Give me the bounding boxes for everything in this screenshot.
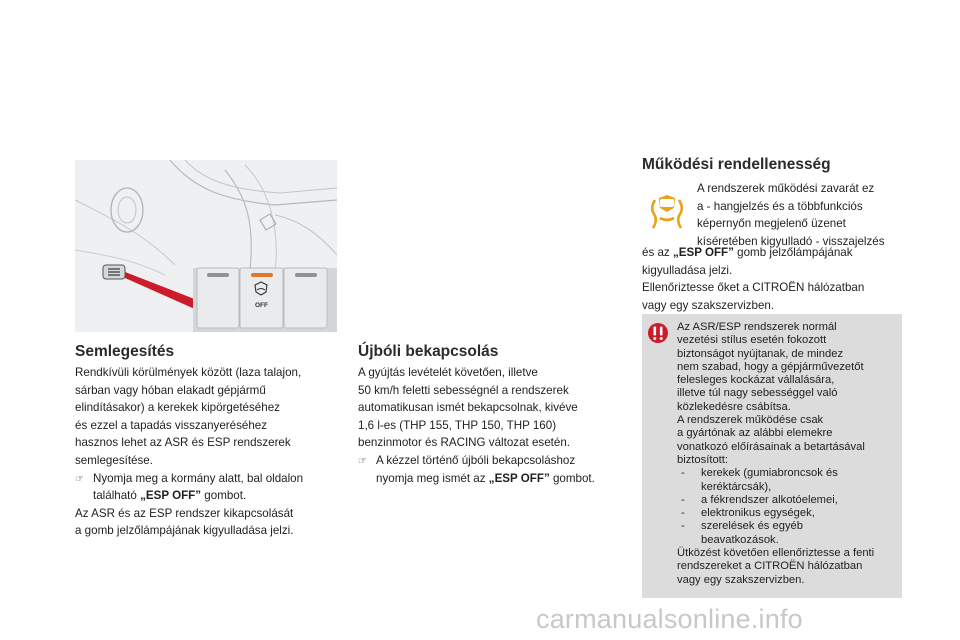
section-title-semlegesites: Semlegesítés	[75, 343, 175, 360]
text-line: keréktárcsák),	[701, 480, 772, 493]
dash-marker: -	[681, 493, 685, 506]
instruction-bullet	[358, 452, 633, 487]
text-line: és ezzel a tapadás visszanyeréséhez	[75, 418, 268, 432]
text-span: gombot.	[201, 489, 247, 503]
section-body-semlegesites	[75, 364, 345, 540]
text-line: képernyőn megjelenő üzenet	[697, 217, 846, 231]
text-line: hasznos lehet az ASR és ESP rendszerek	[75, 436, 291, 450]
warning-exclamation-icon	[647, 322, 669, 344]
text-line: Ütközést követően ellenőriztesse a fenti	[677, 547, 875, 560]
list-item	[677, 467, 899, 494]
text-line: a gyártónak az alábbi elemekre	[677, 427, 833, 440]
text-span: nyomja meg ismét az	[376, 471, 489, 485]
section-title-ujboli: Újbóli bekapcsolás	[358, 343, 499, 360]
esp-off-label: „ESP OFF”	[488, 471, 550, 485]
text-line: a - hangjelzés és a többfunkciós	[697, 199, 863, 213]
section-body-ujboli	[358, 364, 633, 487]
text-span: gomb jelzőlámpájának	[733, 246, 853, 259]
text-span: és az	[642, 246, 673, 259]
text-line: nem szabad, hogy a gépjárművezetőt	[677, 360, 864, 373]
text-line: A rendszerek működési zavarát ez	[697, 182, 875, 195]
text-line: vagy egy szakszervizben.	[642, 298, 775, 312]
text-line: elindításakor) a kerekek kipörgetéséhez	[75, 401, 280, 415]
text-line: felesleges kockázat vállalására,	[677, 374, 835, 387]
text-line: Rendkívüli körülmények között (laza talajon,	[75, 366, 302, 379]
section-title-mukodesi: Működési rendellenesség	[642, 156, 831, 173]
text-line: kigyulladása jelzi.	[642, 263, 733, 277]
text-line: A gyújtás levételét követően, illetve	[358, 366, 538, 379]
list-item	[677, 507, 899, 520]
text-line: Az ASR és az ESP rendszer kikapcsolását	[75, 506, 294, 520]
dash-marker: -	[681, 520, 685, 533]
switch-off-label: OFF	[255, 302, 268, 309]
text-line	[376, 470, 595, 488]
dash-marker: -	[681, 507, 685, 520]
skid-warning-icon	[645, 192, 689, 232]
text-line: benzinmotor és RACING változat esetén.	[358, 436, 571, 450]
text-line: a gomb jelzőlámpájának kigyulladása jelzi.	[75, 524, 294, 538]
section-icon-text-mukodesi	[697, 180, 907, 250]
text-line	[93, 487, 303, 505]
text-line: elektronikus egységek,	[701, 507, 815, 520]
text-line: kerekek (gumiabroncsok és	[701, 467, 838, 480]
text-line: vezetési stílus esetén fokozott	[677, 334, 827, 347]
text-line: kíséretében kigyulladó - visszajelzés	[697, 234, 885, 248]
list-item	[677, 494, 899, 507]
text-line: A kézzel történő újbóli bekapcsoláshoz	[376, 453, 576, 467]
esp-off-label: „ESP OFF”	[672, 246, 734, 259]
section-body-mukodesi	[642, 244, 912, 314]
warning-text	[677, 321, 899, 587]
text-line: biztonságot nyújtanak, de mindez	[677, 347, 844, 360]
text-span: található	[93, 489, 137, 503]
text-line: Ellenőriztesse őket a CITROËN hálózatban	[642, 281, 865, 295]
dashboard-switch-panel-illustration	[75, 160, 337, 332]
text-line: vonatkozó előírásainak a betartásával	[677, 440, 865, 453]
text-line: szerelések és egyéb	[701, 520, 803, 533]
pointer-icon: ☞	[75, 473, 84, 485]
text-line	[642, 244, 912, 262]
text-line: Nyomja meg a kormány alatt, bal oldalon	[93, 471, 304, 485]
text-span: gombot.	[549, 471, 595, 485]
text-line: a fékrendszer alkotóelemei,	[701, 493, 838, 506]
text-line: illetve túl nagy sebességgel való	[677, 387, 838, 400]
text-line: sárban vagy hóban elakadt gépjármű	[75, 383, 266, 397]
text-line: 50 km/h feletti sebességnél a rendszerek	[358, 383, 569, 397]
dash-marker: -	[681, 467, 685, 480]
text-line: beavatkozások.	[701, 533, 779, 546]
text-line: semlegesítése.	[75, 453, 153, 467]
dashboard-illustration	[75, 160, 337, 332]
instruction-bullet	[75, 470, 345, 505]
text-line: közlekedésre csábítsa.	[677, 400, 791, 413]
list-item	[677, 520, 899, 547]
text-line: biztosított:	[677, 453, 728, 466]
watermark: carmanualsonline.info	[536, 604, 803, 634]
text-line: rendszereket a CITROËN hálózatban	[677, 560, 863, 573]
pointer-icon: ☞	[358, 455, 367, 467]
text-line: A rendszerek működése csak	[677, 414, 824, 427]
text-line: vagy egy szakszervizben.	[677, 573, 805, 586]
esp-off-label: „ESP OFF”	[140, 489, 202, 503]
text-line: automatikusan ismét bekapcsolnak, kivéve	[358, 401, 578, 415]
text-line: Az ASR/ESP rendszerek normál	[677, 321, 837, 333]
text-line: 1,6 l-es (THP 155, THP 150, THP 160)	[358, 418, 557, 432]
